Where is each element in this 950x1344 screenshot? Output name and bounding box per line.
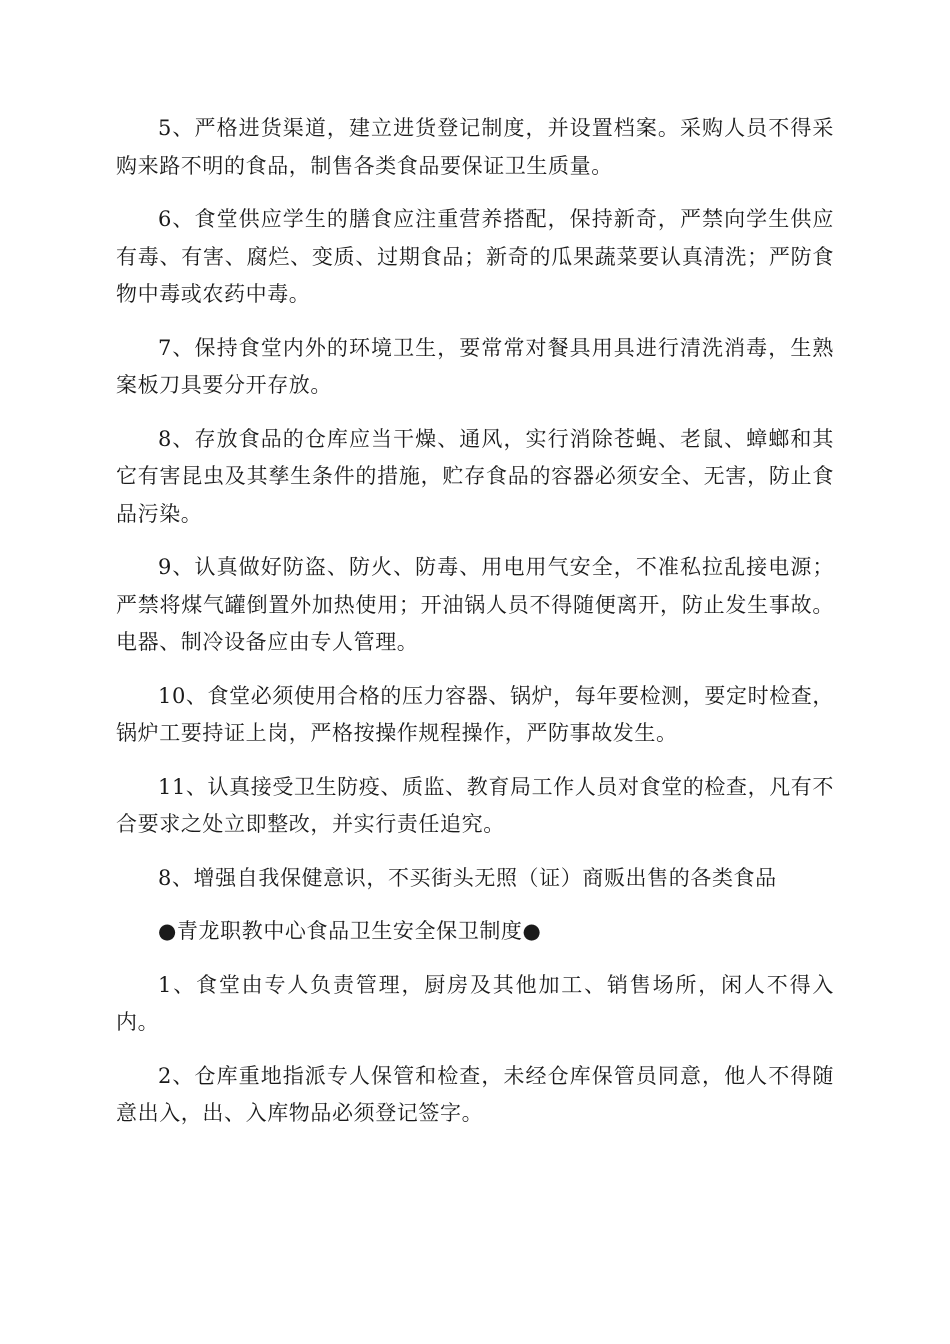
paragraph-item-1-management: 1、食堂由专人负责管理，厨房及其他加工、销售场所，闲人不得入内。 <box>116 972 834 1034</box>
paragraph-item-11-inspection: 11、认真接受卫生防疫、质监、教育局工作人员对食堂的检查，凡有不合要求之处立即整改，并实行责任追究。 <box>116 774 834 836</box>
paragraph-item-7-hygiene: 7、保持食堂内外的环境卫生，要常常对餐具用具进行清洗消毒，生熟案板刀具要分开存放。 <box>116 335 834 397</box>
document-body <box>116 110 834 1133</box>
paragraph-item-9-safety: 9、认真做好防盗、防火、防毒、用电用气安全，不准私拉乱接电源；严禁将煤气罐倒置外加热使用；开油锅人员不得随便离开，防止发生事故。电器、制冷设备应由专人管理。 <box>116 555 834 654</box>
paragraph-item-2-warehouse: 2、仓库重地指派专人保管和检查，未经仓库保管员同意，他人不得随意出入，出、入库物品必须登记签字。 <box>116 1063 834 1125</box>
paragraph-item-8-storage: 8、存放食品的仓库应当干燥、通风，实行消除苍蝇、老鼠、蟑螂和其它有害昆虫及其孳生条件的措施，贮存食品的容器必须安全、无害，防止食品污染。 <box>116 426 834 526</box>
section-heading: ●青龙职教中心食品卫生安全保卫制度● <box>158 919 542 943</box>
paragraph-item-6-meals: 6、食堂供应学生的膳食应注重营养搭配，保持新奇，严禁向学生供应有毒、有害、腐烂、变质、过期食品；新奇的瓜果蔬菜要认真清洗；严防食物中毒或农药中毒。 <box>116 207 834 306</box>
paragraph-item-8-self-care: 8、增强自我保健意识，不买街头无照（证）商贩出售的各类食品 <box>158 865 777 890</box>
paragraph-item-10-equipment: 10、食堂必须使用合格的压力容器、锅炉，每年要检测，要定时检查，锅炉工要持证上岗，严格按操作规程操作，严防事故发生。 <box>116 683 834 745</box>
paragraph-item-5-purchasing: 5、严格进货渠道，建立进货登记制度，并设置档案。采购人员不得采购来路不明的食品，制售各类食品要保证卫生质量。 <box>116 116 834 178</box>
